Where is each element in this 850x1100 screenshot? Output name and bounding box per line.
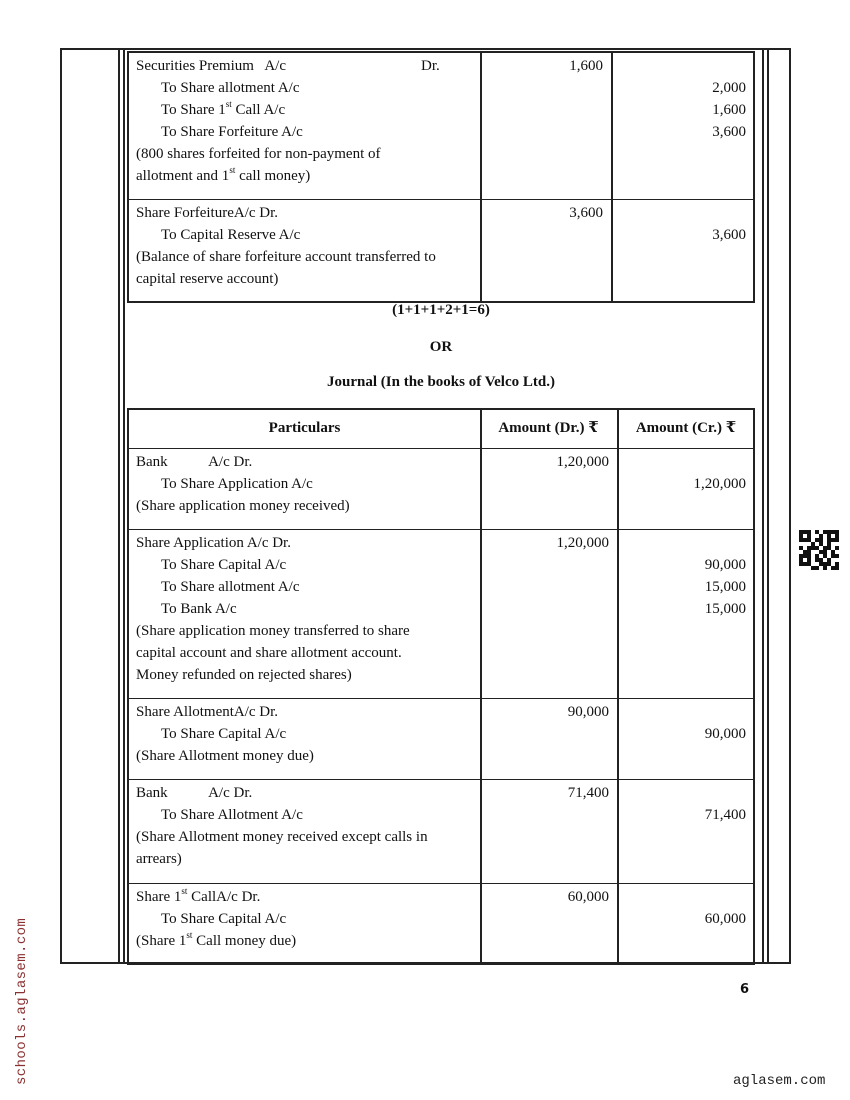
particulars-main: To Share Allotment A/c bbox=[161, 807, 303, 823]
particulars-text bbox=[136, 826, 428, 848]
bottom-watermark: aglasem.com bbox=[733, 1073, 826, 1089]
credit-amount: 71,400 bbox=[704, 807, 746, 823]
particulars-main: Bank A/c Dr. bbox=[136, 454, 253, 470]
credit-amount: 15,000 bbox=[704, 601, 746, 617]
credit-amount: 15,000 bbox=[704, 579, 746, 595]
side-watermark: schools.aglasem.com bbox=[14, 917, 30, 1085]
journal-entry-row bbox=[129, 529, 753, 698]
entry-line bbox=[129, 165, 753, 187]
particulars-text bbox=[136, 532, 291, 554]
superscript: st bbox=[186, 930, 193, 940]
journal-table-1 bbox=[127, 51, 755, 303]
superscript: st bbox=[229, 165, 236, 175]
particulars-main: To Share allotment A/c bbox=[161, 579, 300, 595]
particulars-main: To Share Capital A/c bbox=[161, 557, 287, 573]
superscript: st bbox=[181, 886, 188, 896]
entry-line bbox=[129, 664, 753, 686]
particulars-text bbox=[161, 576, 300, 598]
particulars-text bbox=[136, 246, 436, 268]
page-number: 6 bbox=[740, 982, 750, 997]
particulars-text bbox=[161, 77, 300, 99]
particulars-rest: Call money due) bbox=[192, 933, 297, 949]
particulars-main: To Share allotment A/c bbox=[161, 80, 300, 96]
particulars-text bbox=[136, 642, 402, 664]
entry-line bbox=[129, 473, 753, 495]
journal-entry-row bbox=[129, 883, 753, 963]
journal-table-2 bbox=[127, 408, 755, 965]
qr-code-icon bbox=[799, 530, 839, 570]
entry-line bbox=[129, 77, 753, 99]
debit-amount: 1,600 bbox=[569, 58, 603, 74]
particulars-text bbox=[136, 143, 381, 165]
particulars-text bbox=[136, 848, 182, 870]
particulars-text bbox=[161, 723, 286, 745]
particulars-text bbox=[161, 908, 286, 930]
journal-entry-row bbox=[129, 779, 753, 883]
entry-line bbox=[129, 848, 753, 870]
entry-line bbox=[129, 246, 753, 268]
particulars-main: To Share Application A/c bbox=[161, 476, 313, 492]
journal-entry-row bbox=[129, 53, 753, 199]
column-divider bbox=[480, 53, 482, 301]
particulars-main: capital account and share allotment account. bbox=[136, 645, 402, 661]
journal-entry-row bbox=[129, 448, 753, 529]
particulars-text bbox=[161, 224, 300, 246]
particulars-main: (Balance of share forfeiture account transferred to bbox=[136, 249, 436, 265]
particulars-text bbox=[136, 886, 260, 908]
entry-line bbox=[129, 886, 753, 908]
entry-line bbox=[129, 745, 753, 767]
particulars-text bbox=[136, 664, 352, 686]
credit-amount: 90,000 bbox=[704, 557, 746, 573]
entry-line bbox=[129, 908, 753, 930]
entry-line bbox=[129, 268, 753, 290]
entry-line bbox=[129, 620, 753, 642]
particulars-main: Securities Premium A/c bbox=[136, 58, 286, 74]
particulars-text bbox=[136, 165, 310, 187]
particulars-text bbox=[136, 701, 278, 723]
frame-left bbox=[60, 48, 62, 964]
particulars-main: Share Application A/c Dr. bbox=[136, 535, 291, 551]
particulars-main: (Share application money transferred to share bbox=[136, 623, 410, 639]
particulars-main: Share 1 bbox=[136, 889, 182, 905]
particulars-text bbox=[161, 554, 286, 576]
entry-line bbox=[129, 55, 753, 77]
entry-line bbox=[129, 143, 753, 165]
particulars-rest: CallA/c Dr. bbox=[187, 889, 261, 905]
particulars-text bbox=[161, 121, 303, 143]
particulars-main: (Share application money received) bbox=[136, 498, 350, 514]
column-header: Amount (Dr.) ₹ bbox=[498, 420, 599, 436]
particulars-main: Share ForfeitureA/c Dr. bbox=[136, 205, 279, 221]
entry-line bbox=[129, 554, 753, 576]
entry-line bbox=[129, 826, 753, 848]
particulars-text bbox=[161, 804, 303, 826]
entry-line bbox=[129, 202, 753, 224]
particulars-text bbox=[136, 745, 314, 767]
frame-inner-left-1 bbox=[118, 48, 120, 964]
column-divider bbox=[617, 410, 619, 963]
entry-line bbox=[129, 701, 753, 723]
particulars-rest: Call A/c bbox=[231, 102, 286, 118]
particulars-main: (Share Allotment money due) bbox=[136, 748, 314, 764]
entry-line bbox=[129, 451, 753, 473]
particulars-main: Share AllotmentA/c Dr. bbox=[136, 704, 279, 720]
particulars-main: (Share 1 bbox=[136, 933, 187, 949]
particulars-main: To Share 1 bbox=[161, 102, 226, 118]
particulars-main: Money refunded on rejected shares) bbox=[136, 667, 352, 683]
entry-line bbox=[129, 804, 753, 826]
journal-entry-row bbox=[129, 199, 753, 301]
credit-amount: 3,600 bbox=[712, 124, 746, 140]
particulars-main: To Bank A/c bbox=[161, 601, 237, 617]
particulars-text bbox=[136, 55, 286, 77]
entry-line bbox=[129, 576, 753, 598]
column-header: Amount (Cr.) ₹ bbox=[635, 420, 737, 436]
debit-amount: 60,000 bbox=[567, 889, 609, 905]
particulars-text bbox=[136, 268, 278, 290]
debit-amount: 71,400 bbox=[567, 785, 609, 801]
particulars-main: (800 shares forfeited for non-payment of bbox=[136, 146, 381, 162]
particulars-main: arrears) bbox=[136, 851, 182, 867]
particulars-text bbox=[161, 598, 237, 620]
particulars-text bbox=[161, 99, 285, 121]
frame-inner-right-1 bbox=[762, 48, 764, 964]
column-divider bbox=[611, 53, 613, 301]
particulars-text bbox=[136, 620, 410, 642]
entry-line bbox=[129, 642, 753, 664]
entry-line bbox=[129, 930, 753, 952]
particulars-rest: call money) bbox=[235, 168, 311, 184]
particulars-text bbox=[161, 473, 313, 495]
debit-amount: 3,600 bbox=[569, 205, 603, 221]
entry-line bbox=[129, 224, 753, 246]
debit-amount: 90,000 bbox=[567, 704, 609, 720]
credit-amount: 2,000 bbox=[712, 80, 746, 96]
table-header bbox=[129, 410, 753, 448]
debit-amount: 1,20,000 bbox=[556, 535, 609, 551]
particulars-text bbox=[136, 495, 350, 517]
entry-line bbox=[129, 782, 753, 804]
column-header: Particulars bbox=[268, 420, 341, 436]
particulars-main: To Share Capital A/c bbox=[161, 726, 287, 742]
debit-amount: 1,20,000 bbox=[556, 454, 609, 470]
particulars-main: Bank A/c Dr. bbox=[136, 785, 253, 801]
particulars-main: (Share Allotment money received except calls in bbox=[136, 829, 428, 845]
credit-amount: 3,600 bbox=[712, 227, 746, 243]
frame-top bbox=[60, 48, 790, 50]
frame-right bbox=[789, 48, 791, 964]
credit-amount: 60,000 bbox=[704, 911, 746, 927]
particulars-main: capital reserve account) bbox=[136, 271, 279, 287]
column-divider bbox=[480, 410, 482, 963]
particulars-main: allotment and 1 bbox=[136, 168, 230, 184]
frame-inner-right-2 bbox=[767, 48, 769, 964]
journal-entry-row bbox=[129, 698, 753, 779]
entry-line bbox=[129, 99, 753, 121]
marks-text: (1+1+1+2+1=6) bbox=[392, 302, 490, 318]
or-label: OR bbox=[429, 339, 453, 355]
credit-amount: 1,20,000 bbox=[693, 476, 746, 492]
entry-line bbox=[129, 121, 753, 143]
entry-line bbox=[129, 495, 753, 517]
superscript: st bbox=[225, 99, 232, 109]
particulars-main: To Capital Reserve A/c bbox=[161, 227, 301, 243]
journal-title: Journal (In the books of Velco Ltd.) bbox=[327, 374, 555, 390]
entry-line bbox=[129, 723, 753, 745]
particulars-text bbox=[136, 451, 252, 473]
particulars-text bbox=[136, 930, 296, 952]
particulars-text bbox=[136, 782, 252, 804]
entry-line bbox=[129, 532, 753, 554]
particulars-main: To Share Capital A/c bbox=[161, 911, 287, 927]
frame-inner-left-2 bbox=[123, 48, 125, 964]
debit-tag: Dr. bbox=[421, 58, 440, 74]
particulars-main: To Share Forfeiture A/c bbox=[161, 124, 303, 140]
particulars-text bbox=[136, 202, 278, 224]
credit-amount: 90,000 bbox=[704, 726, 746, 742]
credit-amount: 1,600 bbox=[712, 102, 746, 118]
entry-line bbox=[129, 598, 753, 620]
